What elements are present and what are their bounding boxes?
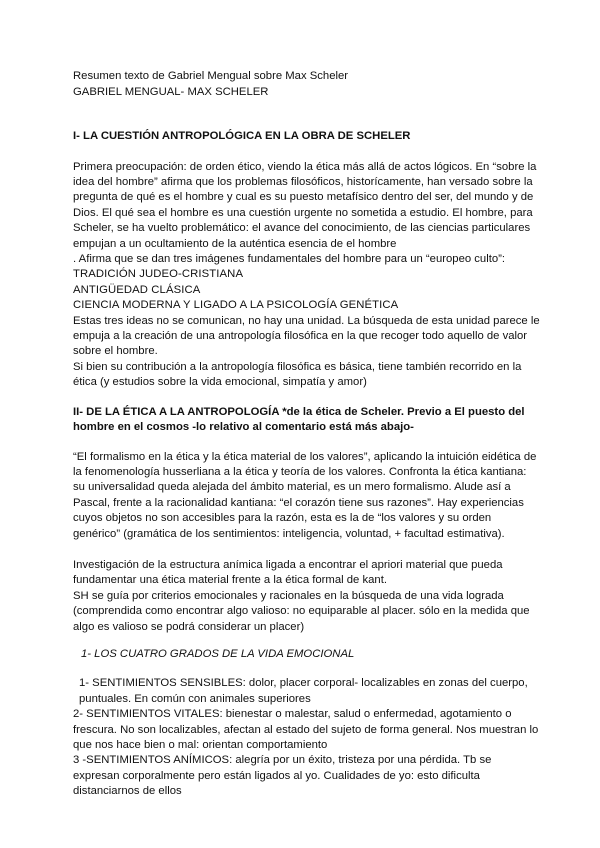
list-item-2: 2- SENTIMIENTOS VITALES: bienestar o malestar, salud o enfermedad, agotamiento o frescura. No son localizables, afectan al estado del sujeto de forma general. Nos muestran lo que nos hace bien o mal: orientan comportamiento [73,708,539,751]
section-1-paragraph-1: Primera preocupación: de orden ético, viendo la ética más allá de actos lógicos. En “sobre la idea del hombre” afirma que los problemas filosóficos, historícamente, han versado sobre la pregunta de qué es el hombre y cual es su puesto metafísico dentro del ser, del mundo y de Dios. El qué sea el hombre es una cuestión urgente no sometida a estudio. El hombre, para Scheler, se ha vuelto problemático: el avance del conocimiento, de las ciencias particulares empujan a un ocultamiento de la auténtica esencia de el hombre [73,160,537,250]
section-1-heading: I- LA CUESTIÓN ANTROPOLÓGICA EN LA OBRA DE SCHELER [73,130,411,143]
image-item-2: ANTIGÜEDAD CLÁSICA [73,283,201,296]
section-2-paragraph-1: “El formalismo en la ética y la ética material de los valores”, aplicando la intuición eidética de la fenomenología husserliana a la ética y teoría de los valores. Confronta la ética kantiana: su universalidad queda alejada del ámbito material, es un mero formalismo. Alude así a Pascal, frente a la racionalidad kantiana: “el corazón tiene sus razones”. Hay experiencias cuyos objetos no son accesibles para la razón, esta es la de “los valores y su orden genérico” (gramática de los sentimientos: inteligencia, voluntad, + facultad estimativa). [73,450,537,540]
section-1-paragraph-3: Estas tres ideas no se comunican, no hay una unidad. La búsqueda de esta unidad parece le empuja a la creación de una antropología filosófica en la que recoger todo aquello de valor sobre el hombre. [73,314,540,358]
image-item-3: CIENCIA MODERNA Y LIGADO A LA PSICOLOGÍA GENÉTICA [73,299,399,312]
document-subtitle: Resumen texto de Gabriel Mengual sobre Max Scheler [73,70,349,82]
list-item-3: 3 -SENTIMIENTOS ANÍMICOS: alegría por un éxito, tristeza por una pérdida. Tb se expresan corporalmente pero están ligados al yo. Cualidades de yo: esto dificulta distanciarnos de ellos [73,754,492,798]
list-item-1: 1- SENTIMIENTOS SENSIBLES: dolor, placer corporal- localizables en zonas del cuerpo, puntuales. En común con animales superiores [79,677,528,705]
section-2-paragraph-2: Investigación de la estructura anímica ligada a encontrar el apriori material que pueda fundamentar una ética material frente a la ética formal de kant. [73,558,503,587]
document-author-line: GABRIEL MENGUAL- MAX SCHELER [73,85,269,98]
section-1-paragraph-4: Si bien su contribución a la antropología filosófica es básica, tiene también recorrido en la ética (y estudios sobre la vida emocional, simpatía y amor) [73,360,522,389]
section-2-paragraph-3: SH se guía por criterios emocionales y racionales en la búsqueda de una vida lograda (comprendida como encontrar algo valioso: no equiparable al placer. sólo en la medida que algo es valioso se podrá considerar un placer) [73,589,530,633]
subsection-heading: 1- LOS CUATRO GRADOS DE LA VIDA EMOCIONAL [81,647,355,660]
section-1-paragraph-2: . Afirma que se dan tres imágenes fundamentales del hombre para un “europeo culto”: [73,253,506,266]
section-2-heading: II- DE LA ÉTICA A LA ANTROPOLOGÍA *de la ética de Scheler. Previo a El puesto del hombre en el cosmos -lo relativo al comentario está más abajo- [73,405,525,434]
image-item-1: TRADICIÓN JUDEO-CRISTIANA [73,268,244,281]
